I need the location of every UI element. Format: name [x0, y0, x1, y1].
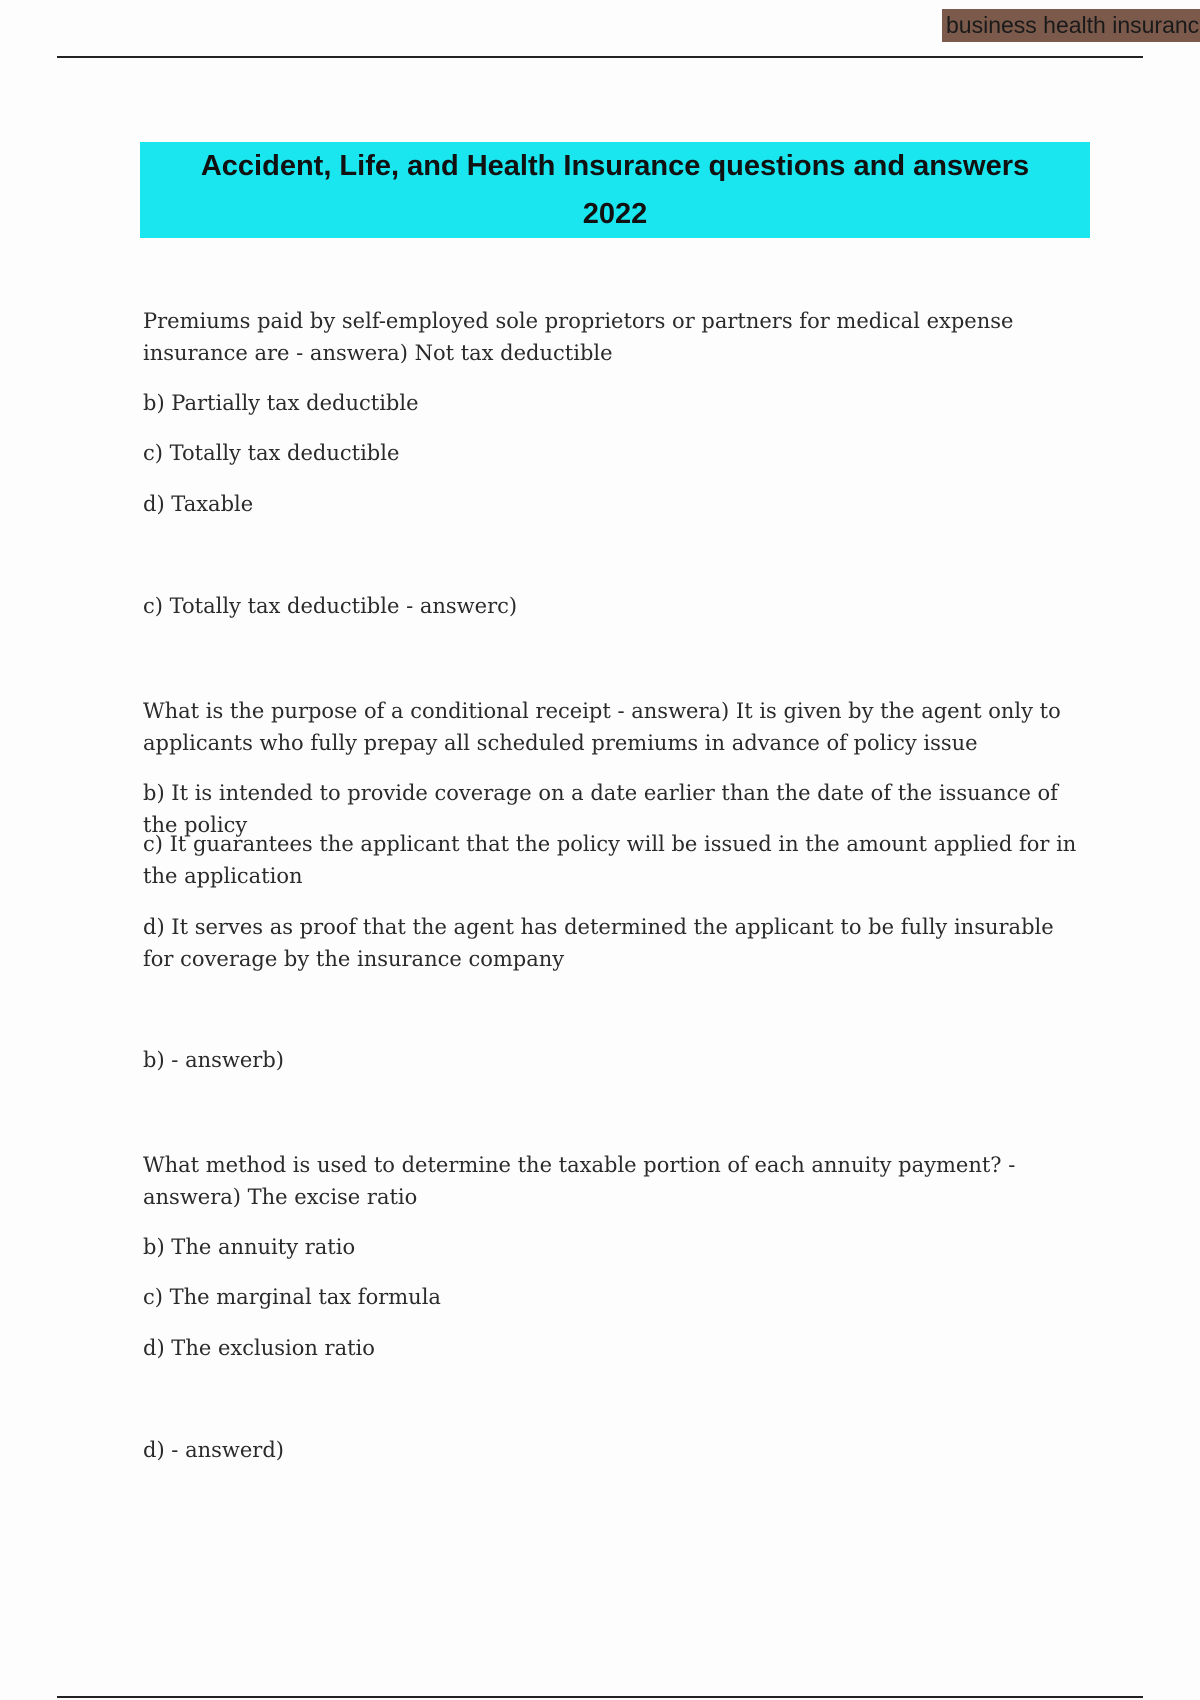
question-3: What method is used to determine the taxable portion of each annuity payment? - answera) The excise ratio [143, 1153, 1016, 1209]
bottom-divider [57, 1696, 1143, 1698]
q1-option-d: d) Taxable [143, 492, 254, 516]
q1-answer: c) Totally tax deductible - answerc) [143, 594, 518, 618]
document-title [140, 142, 1090, 238]
question-2: What is the purpose of a conditional receipt - answera) It is given by the agent only to applicants who fully prepay all scheduled premiums in advance of policy issue [143, 699, 1061, 755]
q2-option-b: b) It is intended to provide coverage on a date earlier than the date of the issuance of the policy [143, 781, 1058, 837]
title-line-1: Accident, Life, and Health Insurance questions and answers [193, 148, 1037, 184]
q1-option-b: b) Partially tax deductible [143, 391, 419, 415]
q3-option-c: c) The marginal tax formula [143, 1285, 441, 1309]
q3-option-b: b) The annuity ratio [143, 1235, 356, 1259]
question-1: Premiums paid by self-employed sole proprietors or partners for medical expense insurance are - answera) Not tax deductible [143, 309, 1014, 365]
q3-answer: d) - answerd) [143, 1438, 284, 1462]
q3-option-d: d) The exclusion ratio [143, 1336, 375, 1360]
q2-option-d: d) It serves as proof that the agent has determined the applicant to be fully insurable for coverage by the insurance company [143, 915, 1054, 971]
header-tag: business health insuranc [942, 9, 1200, 42]
q2-option-c: c) It guarantees the applicant that the policy will be issued in the amount applied for in the application [143, 832, 1077, 888]
q1-option-c: c) Totally tax deductible [143, 441, 400, 465]
top-divider [57, 56, 1143, 58]
q2-answer: b) - answerb) [143, 1048, 284, 1072]
title-line-2: 2022 [575, 196, 656, 232]
